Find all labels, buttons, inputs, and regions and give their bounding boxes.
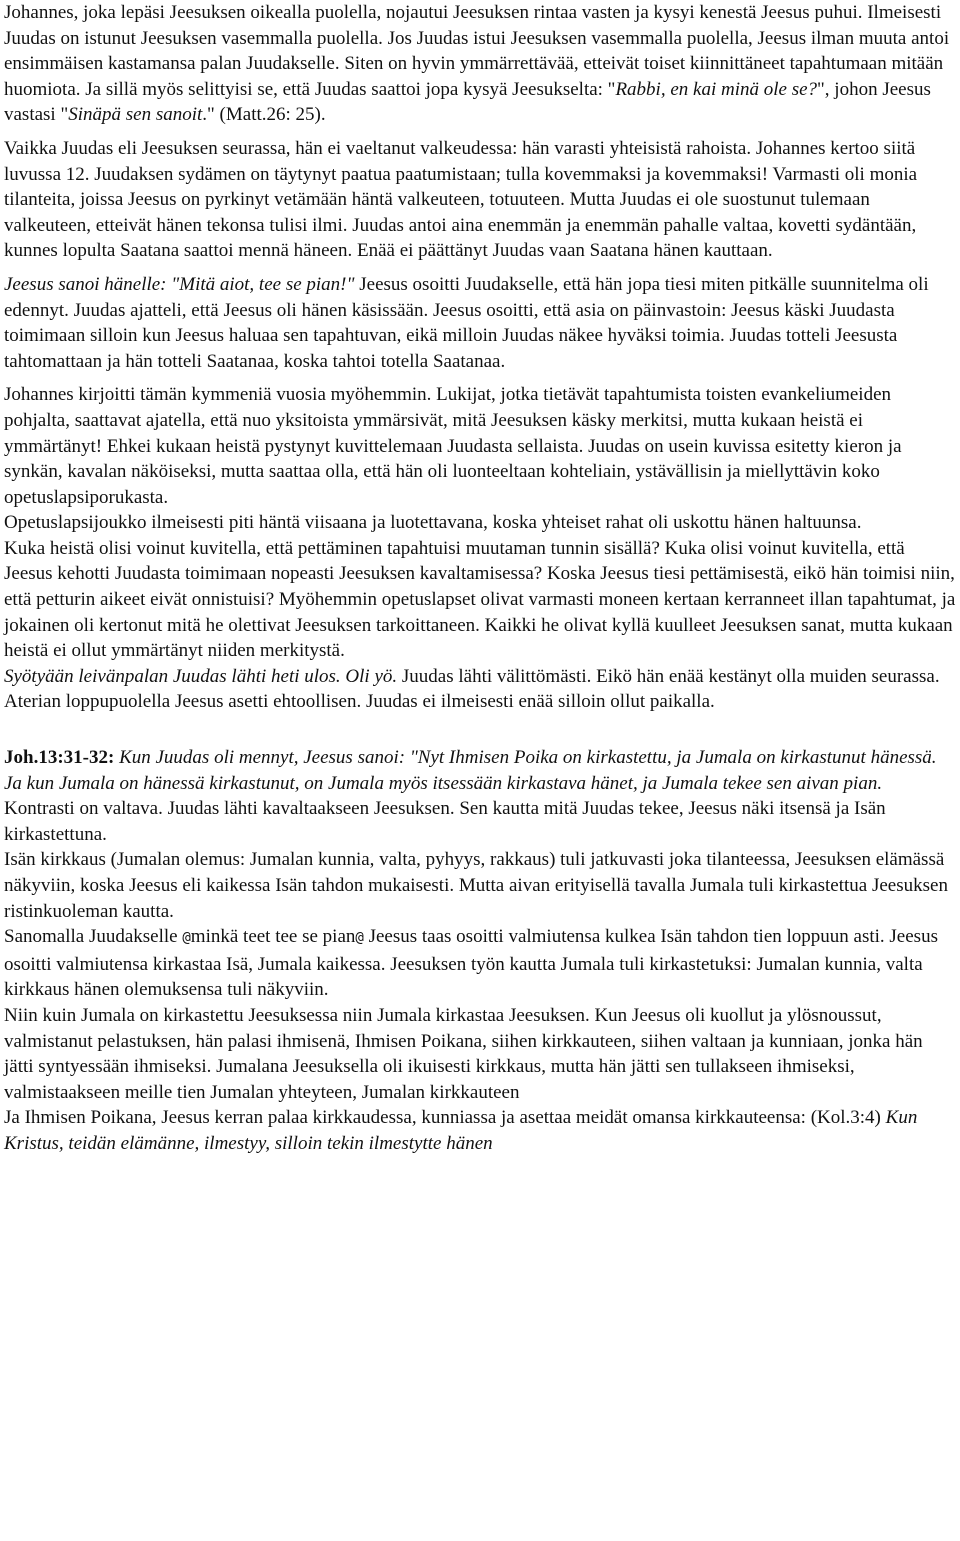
paragraph-jesus-command <box>4 272 956 374</box>
paragraph-saying-to-judas <box>4 924 956 1003</box>
paragraph-god-glorified: Niin kuin Jumala on kirkastettu Jeesuksessa niin Jumala kirkastaa Jeesuksen. Kun Jeesus oli kuollut ja ylösnoussut, valmistanut pelastuksen, hän palasi ihmisenä, Ihmisen Poikana, siihen kirkkauteen, siihen valtaan ja kunniaan, jonka hän jätti syntyessään ihmiseksi. Jumalana Jeesuksella oli ikuisesti kirkkaus, mutta hän jätti sen tullakseen ihmiseksi, valmistaakseen meille tien Jumalan yhteyteen, Jumalan kirkkauteen <box>4 1004 923 1103</box>
document-page <box>4 0 956 1157</box>
text: ", johon Jeesus vastasi " <box>4 78 931 126</box>
text: Jeesus osoitti Juudakselle, että hän jopa tiesi miten pitkälle suunnitelma oli edennyt. Juudas ajatteli, että Jeesus oli hänen käsissään. Jeesus osoitti, että asia on päinvastoin: Jeesus käski Juudasta toimimaan silloin kun Jeesus haluaa sen tapahtuvan, eikä milloin Juudas näkee hyväksi toimia. Juudas totteli Jeesusta tahtomattaan ja hän totteli Saatanaa, koska tahtoi totella Saatanaa. <box>4 273 929 372</box>
text: minkä teet tee se pian <box>190 926 356 948</box>
italic-quote: Jeesus sanoi hänelle: "Mitä aiot, tee se pian!" <box>4 273 355 295</box>
paragraph-son-of-man-returns <box>4 1105 956 1156</box>
paragraph-contrast: Kontrasti on valtava. Juudas lähti kavaltaakseen Jeesuksen. Sen kautta mitä Juudas tekee, Jeesus näki itsensä ja Isän kirkastettuna. <box>4 798 886 845</box>
paragraph-john-wrote: Johannes kirjoitti tämän kymmeniä vuosia myöhemmin. Lukijat, jotka tietävät tapahtumista toisten evankeliumeiden pohjalta, saattavat ajatella, että nuo yksitoista ymmärsivät, mitä Jeesuksen käsky merkitsi, mutta kukaan heistä ei ymmärtänyt! Ehkei kukaan heistä pystynyt kuvittelemaan Juudasta sellaista. Juudas on usein kuvissa esitetty kieron ja synkän, kavalan näköiseksi, mutta saattaa olla, että hän oli luonteeltaan kohteliain, ystävällisin ja miellyttävin koko opetuslapsiporukasta. <box>4 384 902 508</box>
paragraph-disciples-trust: Opetuslapsijoukko ilmeisesti piti häntä viisaana ja luotettavana, koska yhteiset rahat oli uskottu hänen haltuunsa. <box>4 512 862 534</box>
paragraph-judas-question <box>4 0 956 128</box>
text: Jeesus taas osoitti valmiutensa kulkea Isän tahdon tien loppuun asti. Jeesus osoitti valmiutensa kirkastaa Isä, Jumala kaikessa. Jeesuksen työn kautta Jumala tuli kirkastetuksi: Jumalan kunnia, valta kirkkaus hänen olemuksensa tuli näkyviin. <box>4 926 938 1001</box>
italic-quote: Syötyään leivänpalan Juudas lähti heti ulos. Oli yö. <box>4 665 398 687</box>
text: Johannes, joka lepäsi Jeesuksen oikealla puolella, nojautui Jeesuksen rintaa vasten ja kysyi kenestä Jeesus puhui. Ilmeisesti Juudas on istunut Jeesuksen vasemmalla puolella. Jos Juudas istui Jeesuksen vasemmalla puolella, Jeesus ilman muuta antoi ensimmäisen kastamansa palan Juudakselle. Siten on hyvin ymmärrettävää, etteivät toiset kiinnittäneet tapahtumaan mitään huomiota. Ja sillä myös selittyisi se, että Juudas saattoi jopa kysyä Jeesukselta: " <box>4 2 950 100</box>
text: Juudas lähti välittömästi. Eikö hän enää kestänyt olla muiden seurassa. Aterian loppupuolella Jeesus asetti ehtoollisen. Juudas ei ilmeisesti enää silloin ollut paikalla. <box>4 665 940 713</box>
italic-quote: Kun Kristus, teidän elämänne, ilmestyy, silloin tekin ilmestytte hänen <box>4 1107 918 1154</box>
bold-reference: Joh.13:31-32: <box>4 747 115 769</box>
paragraph-judas-left <box>4 664 956 715</box>
text: ." (Matt.26: 25). <box>202 104 326 126</box>
text: Sanomalla Juudakselle <box>4 926 183 948</box>
quote-symbol: @ <box>182 930 191 947</box>
paragraph-scripture-reference <box>4 745 956 796</box>
italic-quote: Kun Juudas oli mennyt, Jeesus sanoi: "Nyt Ihmisen Poika on kirkastettu, ja Jumala on kirkastunut hänessä. Ja kun Jumala on hänessä kirkastunut, on Jumala myös itsessään kirkastava hänet, ja Jumala tekee sen aivan pian. <box>4 747 937 794</box>
italic-quote: Sinäpä sen sanoit <box>68 104 203 126</box>
paragraph-father-glory: Isän kirkkaus (Jumalan olemus: Jumalan kunnia, valta, pyhyys, rakkaus) tuli jatkuvasti joka tilanteessa, Jeesuksen elämässä näkyviin, koska Jeesus eli kaikessa Isän tahdon mukaisesti. Mutta aivan erityisellä tavalla Jumala tuli kirkastettua Jeesuksen ristinkuoleman kautta. <box>4 849 948 922</box>
italic-quote: Rabbi, en kai minä ole se? <box>615 78 818 100</box>
paragraph-judas-light: Vaikka Juudas eli Jeesuksen seurassa, hän ei vaeltanut valkeudessa: hän varasti yhteisistä rahoista. Johannes kertoo siitä luvussa 12. Juudaksen sydämen on täytynyt paatua paatumistaan; tulla kovemmaksi ja kovemmaksi! Varmasti oli monia tilanteita, joissa Jeesus on pyrkinyt vetämään häntä valkeuteen, totuuteen. Mutta Juudas ei ole suostunut tulemaan valkeuteen, etteivät hänen tekonsa tulisi ilmi. Juudas antoi aina enemmän ja enemmän pahalle valtaa, kovetti sydäntään, kunnes lopulta Saatana saattoi mennä häneen. Enää ei päättänyt Juudas vaan Saatana hänen kauttaan. <box>4 137 918 262</box>
paragraph-who-could-imagine: Kuka heistä olisi voinut kuvitella, että pettäminen tapahtuisi muutaman tunnin sisällä? Kuka olisi voinut kuvitella, että Jeesus kehotti Juudasta toimimaan nopeasti Jeesuksen kavaltamisessa? Koska Jeesus tiesi pettämisestä, eikö hän toimisi niin, että petturin aikeet eivät onnistuisi? Myöhemmin opetuslapset olivat varmasti moneen kertaan kerranneet illan tapahtumat, ja jokainen oli kertonut mitä he olettivat Jeesuksen tarkoittaneen. Kaikki he olivat kyllä kuulleet Jeesuksen sanat, mutta kukaan heistä ei ollut ymmärtänyt niiden merkitystä. <box>4 537 956 662</box>
quote-symbol: @ <box>355 930 364 947</box>
text: Ja Ihmisen Poikana, Jeesus kerran palaa kirkkaudessa, kunniassa ja asettaa meidät omansa kirkkauteensa: (Kol.3:4) <box>4 1107 886 1129</box>
